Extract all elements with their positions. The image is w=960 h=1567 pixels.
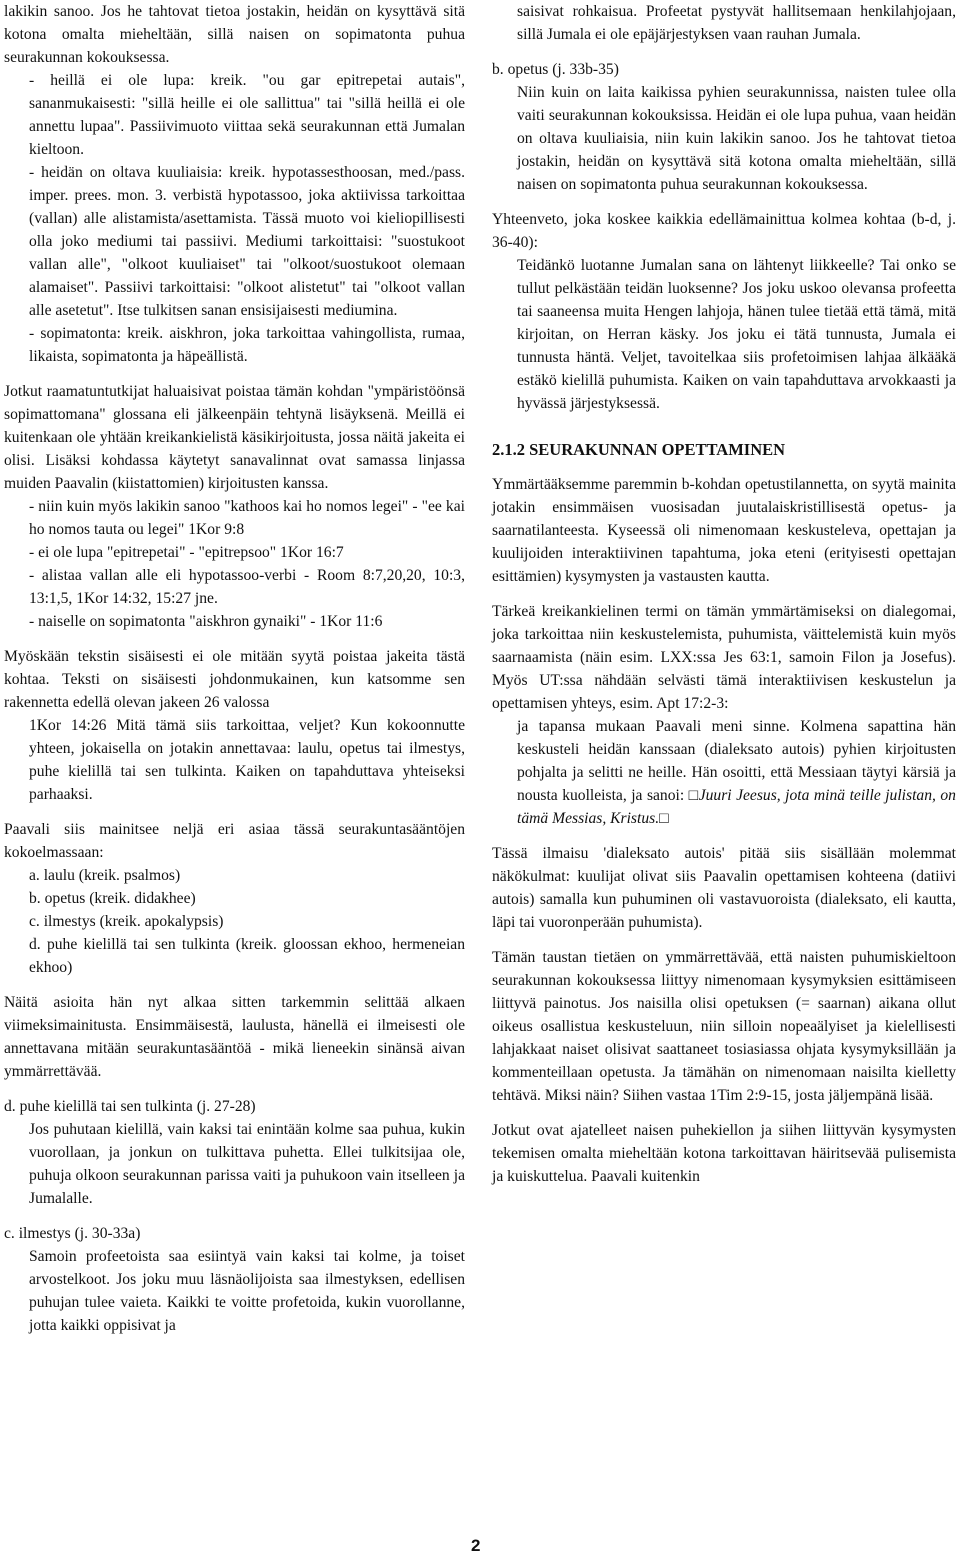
paragraph-internal: Myöskään tekstin sisäisesti ei ole mitään syytä poistaa jakeita tästä kohtaa. Teksti on sisäisesti johdonmukainen, kun katsomme sen rakennetta edellä olevan jakeen 26 valossa	[4, 648, 465, 711]
paragraph-explain: Näitä asioita hän nyt alkaa sitten tarkemmin selittää alkaen viimeksimainitusta. Ensimmäisestä, laulusta, hänellä ei ilmeisesti ole annettavana mitään seurakuntasääntöä - mikä lieneekin sinänsä aivan ymmärrettävää.	[4, 994, 465, 1080]
quote-apt-text: ja tapansa mukaan Paavali meni sinne. Kolmena sapattina hän keskusteli heidän kanssaan (dialeksato autois) pyhien kirjoitusten pohjalta ja selitti ne heille. Hän osoitti, että Messiaan täytyi kärsiä ja nousta kuolleista, ja sanoi:	[517, 718, 956, 804]
paragraph-dialegomai: Tärkeä kreikankielinen termi on tämän ymmärtämiseksi on dialegomai, joka tarkoittaa niin keskustelemista, puhumista, väittelemistä kuin myös saarnaamista (näin esim. LXX:ssa Jes 63:1, samoin Filon ja Josefus). Myös UT:ssa nähdään selvästi tämä interaktiivisen keskustelun ja opettamisen yhteys, esim. Apt 17:2-3:	[492, 603, 956, 712]
list-item: d. puhe kielillä tai sen tulkinta (kreik. gloossan ekhoo, hermeneian ekhoo)	[29, 936, 465, 976]
quote-open-mark: □	[688, 787, 699, 804]
heading-d: d. puhe kielillä tai sen tulkinta (j. 27-28)	[4, 1098, 256, 1115]
note-kuuliaisia: - heidän on oltava kuuliaisia: kreik. hypotassesthoosan, med./pass. imper. prees. mon. 3. verbistä hypotassoo, joka aktiivissa tarkoittaa (vallan) alle alistamista/asettamista. Tässä muoto voi kieliopillisesti olla joko mediumi tai passiivi. Mediumi tarkoittaisi: "suostukoot vallan alle", "olkoot kuuliaiset" tai "olkoot/suostukoot olemaan alamaiset". Passiivi tarkoittaisi: "olkoot alistetut" tai "olkoot vallan alle asetetut". Itse tulkitsen sanan ensisijaisesti mediumina.	[29, 164, 465, 319]
quote-summary: Teidänkö luotanne Jumalan sana on lähtenyt liikkeelle? Tai onko se tullut pelkästään teidän luoksenne? Jos joku uskoo olevansa profeetta tai saaneensa muita Hengen lahjoja, hänen tulee tietää että tämä, mitä kirjoitan, on Herran käsky. Jos joku ei tätä tunnusta, Jumala ei tunnusta häntä. Veljet, tavoitelkaa siis profetoimisen lahjaa älkääkä estäkö kielillä puhumista. Kaiken on vain tapahduttava arvokkaasti ja hyvässä järjestyksessä.	[517, 257, 956, 412]
right-column	[492, 0, 956, 1188]
list-item: - niin kuin myös lakikin sanoo "kathoos kai ho nomos legei" - "ee kai ho nomos tauta ou legei" 1Kor 9:8	[29, 498, 465, 538]
quote-d: Jos puhutaan kielillä, vain kaksi tai enintään kolme saa puhua, kukin vuorollaan, ja jonkun on tulkittava puhetta. Ellei tulkitsijaa ole, puhuja olkoon seurakunnan parissa vaiti ja puhukoon vain itselleen ja Jumalalle.	[29, 1121, 465, 1207]
list-item: - alistaa vallan alle eli hypotassoo-verbi - Room 8:7,20,20, 10:3, 13:1,5, 1Kor 14:32, 15:27 jne.	[29, 567, 465, 607]
heading-b: b. opetus (j. 33b-35)	[492, 61, 619, 78]
paragraph-teaching: Ymmärtääksemme paremmin b-kohdan opetustilannetta, on syytä mainita jotakin ensimmäisen vuosisadan juutalaiskristillisestä opetus- ja saarnatilanteesta. Kyseessä oli nimenomaan keskusteleva, opettajan ja kuulijoiden interaktiivinen tapahtuma, joka eteni (erityisesti opettajan esittämien) kysymysten ja vastausten kautta.	[492, 476, 956, 585]
paragraph-gloss: Jotkut raamatuntutkijat haluaisivat poistaa tämän kohdan "ympäristöönsä sopimattomana" glossana eli jälkeenpäin tehtynä lisäyksenä. Meillä ei kuitenkaan ole yhtään kreikankielistä käsikirjoitusta, jossa näitä jakeita ei olisi. Lisäksi kohdassa käytetyt sanavalinnat ovat samassa linjassa muiden Paavalin (kiistattomien) kirjoitusten kanssa.	[4, 383, 465, 492]
quote-close-mark: □	[659, 810, 669, 827]
list-item: a. laulu (kreik. psalmos)	[29, 867, 181, 884]
quote-1kor-14-26: 1Kor 14:26 Mitä tämä siis tarkoittaa, veljet? Kun kokoonnutte yhteen, jokaisella on jotakin annettavaa: laulu, opetus tai ilmestys, puhe kielillä tai sen tulkinta. Kaiken on tapahduttava yhteiseksi parhaaksi.	[29, 717, 465, 803]
paragraph-others: Jotkut ovat ajatelleet naisen puhekiellon ja siihen liittyvän kysymysten tekemisen omalta mieheltään kotona tarkoittavan häiritsevää pulisemista ja kuiskuttelua. Paavali kuitenkin	[492, 1122, 956, 1185]
note-sopimatonta: - sopimatonta: kreik. aiskhron, joka tarkoittaa vahingollista, rumaa, likaista, sopimatonta ja häpeällistä.	[29, 325, 465, 365]
section-heading: 2.1.2 SEURAKUNNAN OPETTAMINEN	[492, 440, 786, 459]
quote-c: Samoin profeetoista saa esiintyä vain kaksi tai kolme, ja toiset arvostelkoot. Jos joku muu läsnäolijoista saa ilmestyksen, edellisen puhujan tulee vaieta. Kaikki te voitte profetoida, kukin vuorollanne, jotta kaikki oppisivat ja	[29, 1248, 465, 1334]
quote-apt-17	[492, 715, 956, 830]
heading-c: c. ilmestys (j. 30-33a)	[4, 1225, 141, 1242]
list-item: - ei ole lupa "epitrepetai" - "epitrepsoo" 1Kor 16:7	[29, 544, 344, 561]
paragraph-dialeksato: Tässä ilmaisu 'dialeksato autois' pitää siis sisällään molemmat näkökulmat: kuulijat olivat siis Paavalin opettamisen kohteena (datiivi autois) samalla kun puhuminen oli vastavuoroista (dialeksato, eli kautta, läpi tai vuoronperään puhumista).	[492, 845, 956, 931]
quote-apt-italic: Juuri Jeesus, jota minä teille julistan, on tämä Messias, Kristus.	[517, 787, 956, 827]
note-lupa: - heillä ei ole lupa: kreik. "ou gar epitrepetai autais", sananmukaisesti: "sillä heille ei ole sallittua" tai "sillä heillä ei ole annettu lupaa". Passiivimuoto viittaa sekä seurakunnan että Jumalan kieltoon.	[29, 72, 465, 158]
left-column	[4, 0, 465, 1337]
page-number: 2	[471, 1536, 481, 1555]
list-item: c. ilmestys (kreik. apokalypsis)	[29, 913, 224, 930]
quote-c-continued: saisivat rohkaisua. Profeetat pystyvät hallitsemaan henkilahjojaan, sillä Jumala ei ole epäjärjestyksen vaan rauhan Jumala.	[517, 3, 956, 43]
list-item: - naiselle on sopimatonta "aiskhron gynaiki" - 1Kor 11:6	[29, 613, 383, 630]
paragraph-summary: Yhteenveto, joka koskee kaikkia edellämainittua kolmea kohtaa (b-d, j. 36-40):	[492, 211, 956, 251]
paragraph-background: Tämän taustan tietäen on ymmärrettävää, että naisten puhumiskieltoon seurakunnan kokouksessa liittyy nimenomaan kysymyksien esittämiseen liittyvä painotus. Jos naisilla olisi opetuksen (= saarnan) aikana ollut oikeus osallistua keskusteluun, niin silloin nopeaälyiset ja kielellisesti lahjakkaat naiset olisivat saattaneet tosiasiassa ohjata kysymyksillään ja kommenteillaan opetusta. Ja tämähän on nimenomaan naisilta kielletty tehtävä. Miksi näin? Siihen vastaa 1Tim 2:9-15, josta jäljempänä lisää.	[492, 949, 956, 1104]
paragraph-four-things: Paavali siis mainitsee neljä eri asiaa tässä seurakuntasääntöjen kokoelmassaan:	[4, 821, 465, 861]
quote-b: Niin kuin on laita kaikissa pyhien seurakunnissa, naisten tulee olla vaiti seurakunnan kokouksissa. Heidän ei ole lupa puhua, vaan heidän on oltava kuuliaisia, niin kuin lakikin sanoo. Jos he tahtovat tietoa jostakin, heidän on kysyttävä sitä kotona omalta mieheltään, sillä naisen on sopimatonta puhua seurakunnan kokouksessa.	[517, 84, 956, 193]
list-item: b. opetus (kreik. didakhee)	[29, 890, 196, 907]
continuation-paragraph: lakikin sanoo. Jos he tahtovat tietoa jostakin, heidän on kysyttävä sitä kotona omalta mieheltään, sillä naisen on sopimatonta puhua seurakunnan kokouksessa.	[4, 3, 465, 66]
